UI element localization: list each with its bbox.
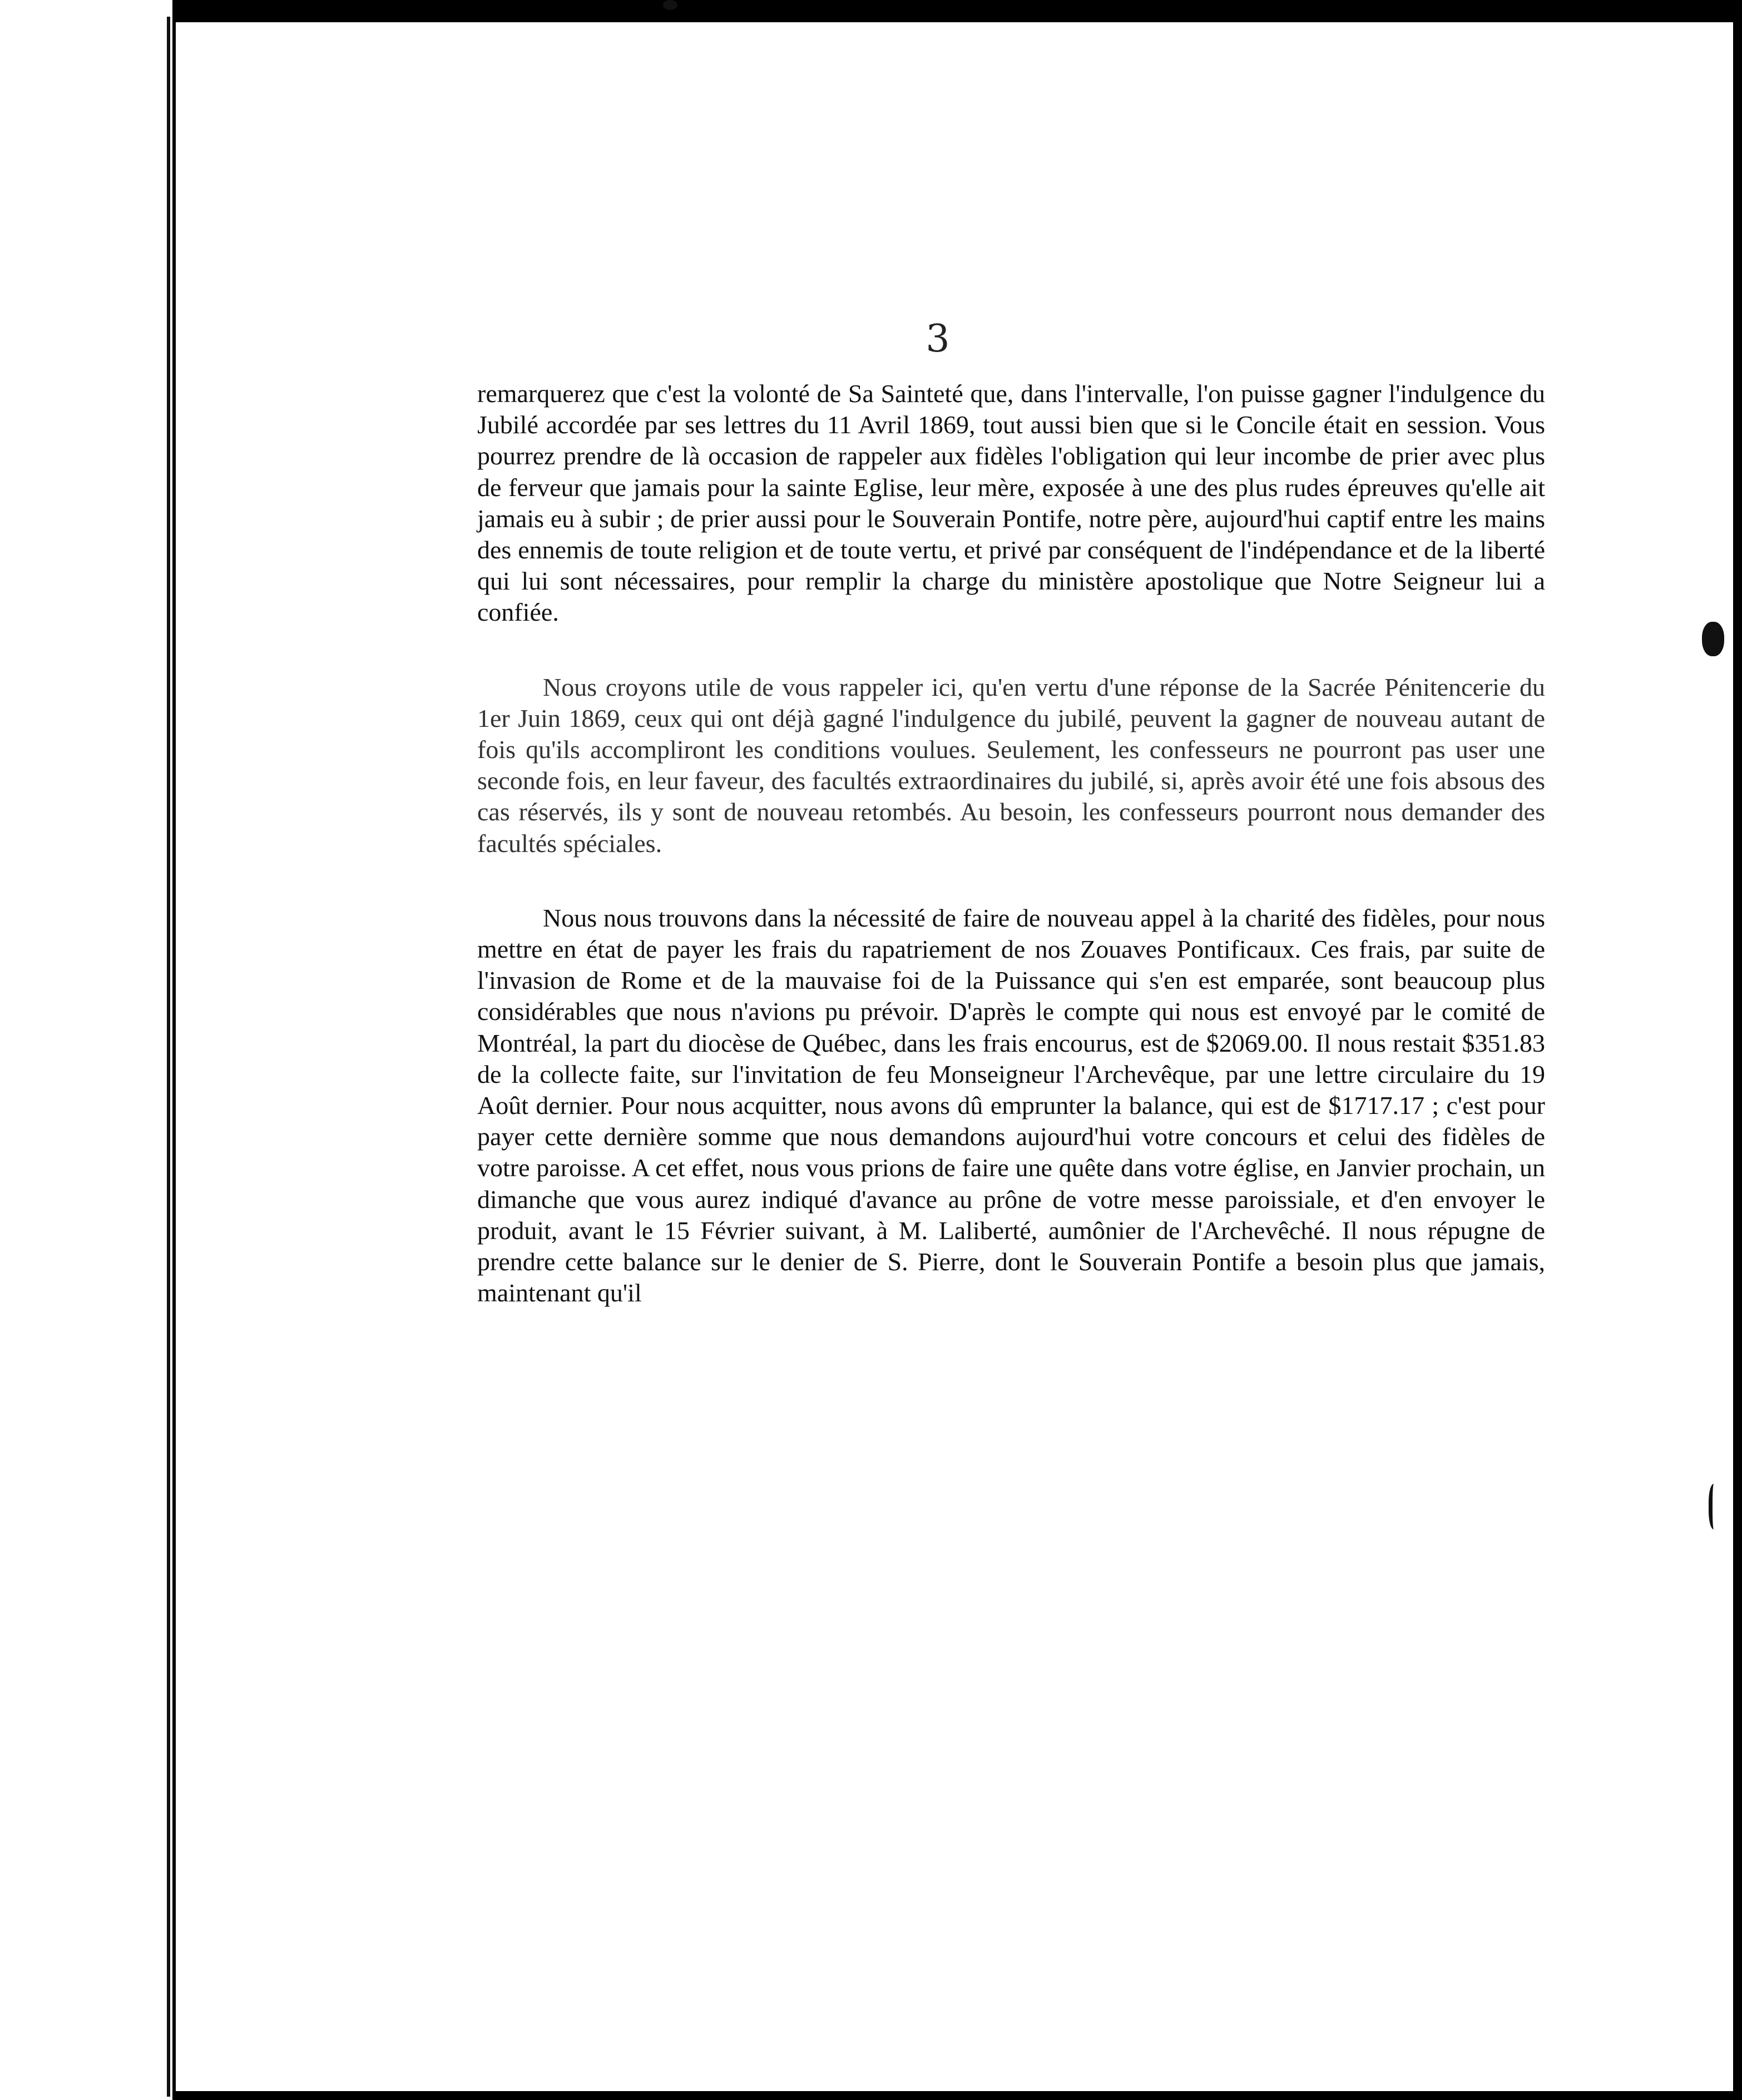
- scan-speck-mark: [1702, 622, 1724, 656]
- paragraph-penitentiary-response: Nous croyons utile de vous rappeler ici, qu'en vertu d'une réponse de la Sacrée Pénitencerie du 1er Juin 1869, ceux qui ont déjà gagné l'indulgence du jubilé, peuvent la gagner de nouveau autant de fois qu'ils accompliront les conditions voulues. Seulement, les confesseurs ne pourront pas user une seconde fois, en leur faveur, des facultés extraordinaires du jubilé, si, après avoir été une fois absous des cas réservés, ils y sont de nouveau retombés. Au besoin, les confesseurs pourront nous demander des facultés spéciales.: [477, 672, 1545, 858]
- document-page: [176, 22, 1733, 2091]
- paragraph-zouaves-collection: Nous nous trouvons dans la nécessité de faire de nouveau appel à la charité des fidèles, pour nous mettre en état de payer les frais du rapatriement de nos Zouaves Pontificaux. Ces frais, par suite de l'invasion de Rome et de la mauvaise foi de la Puissance qui s'en est emparée, sont beaucoup plus considérables que nous n'avions pu prévoir. D'après le compte qui nous est envoyé par le comité de Montréal, la part du diocèse de Québec, dans les frais encourus, est de $2069.00. Il nous restait $351.83 de la collecte faite, sur l'invitation de feu Monseigneur l'Archevêque, par une lettre circulaire du 19 Août dernier. Pour nous acquitter, nous avons dû emprunter la balance, qui est de $1717.17 ; c'est pour payer cette dernière somme que nous demandons aujourd'hui votre concours et celui des fidèles de votre paroisse. A cet effet, nous vous prions de faire une quête dans votre église, en Janvier prochain, un dimanche que vous aurez indiqué d'avance au prône de votre messe paroissiale, et d'en envoyer le produit, avant le 15 Février suivant, à M. Laliberté, aumônier de l'Archevêché. Il nous répugne de prendre cette balance sur le denier de S. Pierre, dont le Souverain Pontife a besoin plus que jamais, maintenant qu'il: [477, 903, 1545, 1307]
- paragraph-jubilee-continuation: remarquerez que c'est la volonté de Sa Sainteté que, dans l'intervalle, l'on puisse gagner l'indulgence du Jubilé accordée par ses lettres du 11 Avril 1869, tout aussi bien que si le Concile était en session. Vous pourrez prendre de là occasion de rappeler aux fidèles l'obligation qui leur incombe de prier avec plus de ferveur que jamais pour la sainte Eglise, leur mère, exposée à une des plus rudes épreuves qu'elle ait jamais eu à subir ; de prier aussi pour le Souverain Pontife, notre père, aujourd'hui captif entre les mains des ennemis de toute religion et de toute vertu, et privé par conséquent de l'indépendance et de la liberté qui lui sont nécessaires, pour remplir la charge du ministère apostolique que Notre Seigneur lui a confiée.: [477, 379, 1545, 627]
- body-text: [477, 378, 1545, 1309]
- scan-bracket-mark: [1709, 1484, 1721, 1529]
- binding-edge-line: [167, 17, 170, 2097]
- paragraph-gap: [477, 859, 1545, 903]
- paragraph-gap: [477, 628, 1545, 672]
- page-number: 3: [926, 317, 950, 361]
- facing-page-edge: [0, 0, 172, 2100]
- scan-top-mark: [663, 0, 677, 10]
